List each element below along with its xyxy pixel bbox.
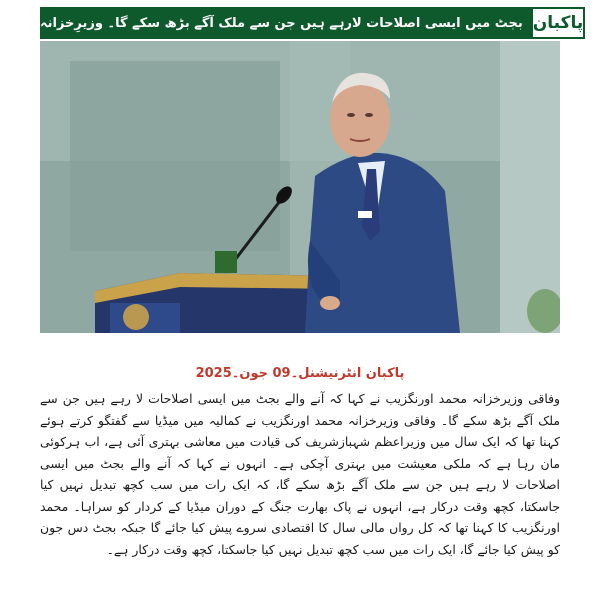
banner-headline: بجٹ میں ایسی اصلاحات لارہے ہیں جن سے ملک آگے بڑھ سکے گا۔ وزیرِخزانہ (40, 15, 523, 31)
brand-logo-text: پاکبان (532, 13, 584, 33)
brand-logo (531, 7, 586, 39)
article-paragraph: وفاقی وزیرخزانہ محمد اورنگزیب نے کہا کہ آنے والے بجٹ میں ایسی اصلاحات لا رہے ہیں جن سے ملک آگے بڑھ سکے گا۔ وفاقی وزیرخزانہ محمد اورنگزیب نے کمالیہ میں میڈیا سے گفتگو کرتے ہوئے کہنا تھا کہ ایک سال میں وزیراعظم شہبازشریف کی قیادت میں معاشی بہتری آئی ہے، اب ہرکوئی مان رہا ہے کہ ملکی معیشت میں بہتری آچکی ہے۔ انہوں نے کہا کہ آنے والے بجٹ میں ایسی اصلاحات لا رہے ہیں جن سے ملک آگے بڑھ سکے گا، کہ ایک رات میں سب کچھ تبدیل نہیں کیا جاسکتا، کچھ وقت درکار ہے، انہوں نے پاک بھارت جنگ کے دوران میڈیا کے کردار کو سراہا۔ محمد اورنگزیب کا کہنا تھا کہ کل رواں مالی سال کا اقتصادی سروے پیش کیا جائے گا جبکہ بجٹ دس جون کو پیش کیا جائے گا، ایک رات میں سب کچھ تبدیل نہیں کیا جاسکتا، کچھ وقت درکار ہے۔ (40, 391, 560, 557)
headline-banner (40, 7, 584, 39)
article-body (40, 388, 560, 560)
news-photo (40, 41, 560, 333)
speaker-at-podium-photo (40, 41, 560, 333)
banner-headline-bar (40, 7, 531, 39)
dateline-caption: پاکبان انٹرنیشنل۔09 جون۔2025 (195, 366, 405, 381)
